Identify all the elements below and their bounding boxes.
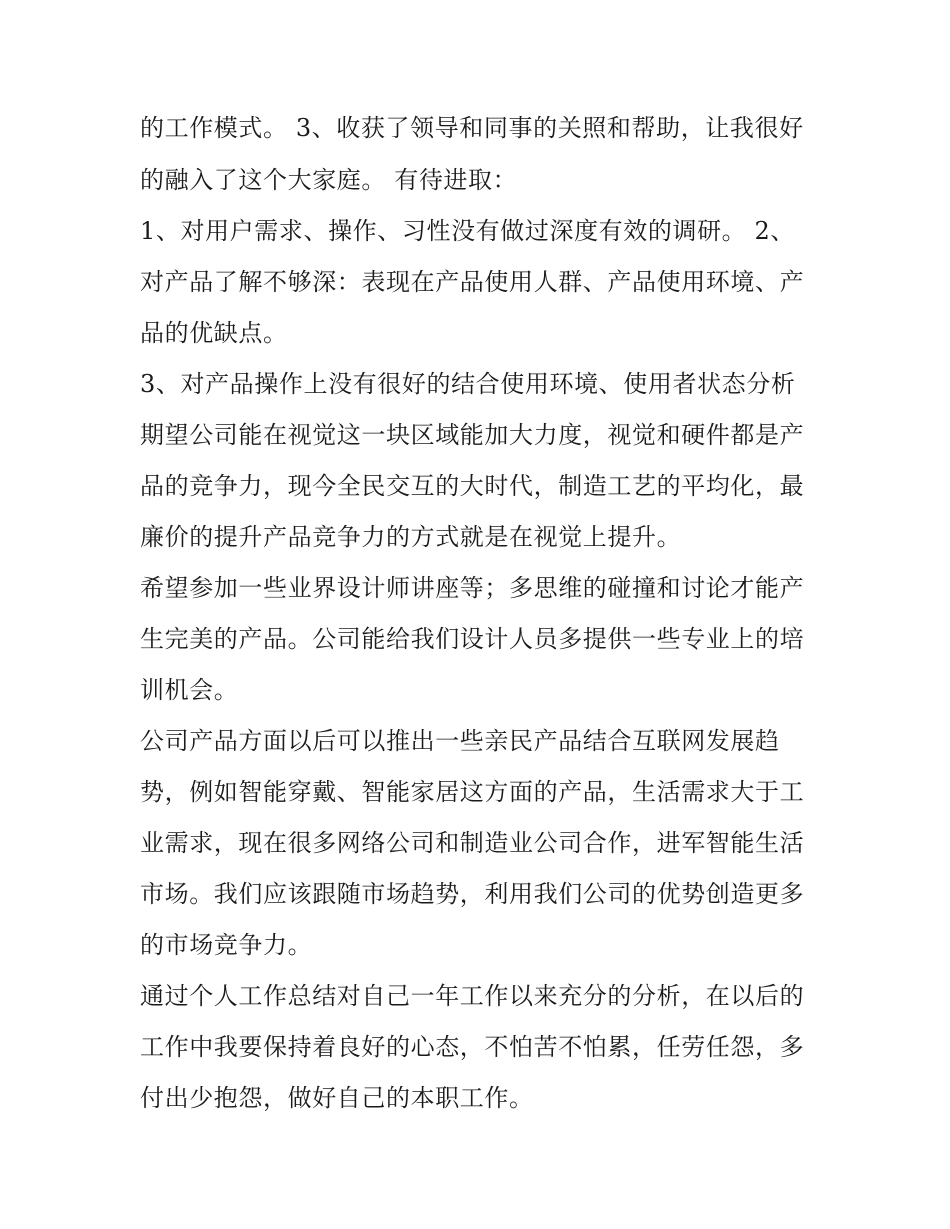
text-line: 生完美的产品。公司能给我们设计人员多提供一些专业上的培 <box>140 625 805 653</box>
text-line: 付出少抱怨，做好自己的本职工作。 <box>140 1084 534 1112</box>
text-line: 工作中我要保持着良好的心态，不怕苦不怕累，任劳任怨，多 <box>140 1033 805 1061</box>
text-line: 品的优缺点。 <box>140 319 288 347</box>
text-line: 对产品了解不够深：表现在产品使用人群、产品使用环境、产 <box>140 268 805 296</box>
text-line: 市场。我们应该跟随市场趋势，利用我们公司的优势创造更多 <box>140 880 805 908</box>
text-line: 公司产品方面以后可以推出一些亲民产品结合互联网发展趋 <box>140 727 780 755</box>
text-line: 势，例如智能穿戴、智能家居这方面的产品，生活需求大于工 <box>140 778 805 806</box>
text-line: 训机会。 <box>140 676 239 704</box>
text-line: 廉价的提升产品竞争力的方式就是在视觉上提升。 <box>140 523 682 551</box>
text-line: 的市场竞争力。 <box>140 931 313 959</box>
text-line: 通过个人工作总结对自己一年工作以来充分的分析，在以后的 <box>140 982 805 1010</box>
text-line: 品的竞争力，现今全民交互的大时代，制造工艺的平均化，最 <box>140 472 805 500</box>
text-line: 1、对用户需求、操作、习性没有做过深度有效的调研。 2、 <box>140 217 795 245</box>
text-line: 期望公司能在视觉这一块区域能加大力度，视觉和硬件都是产 <box>140 421 805 449</box>
text-line: 的融入了这个大家庭。 有待进取： <box>140 166 518 194</box>
text-line: 3、对产品操作上没有很好的结合使用环境、使用者状态分析 <box>140 370 796 398</box>
text-line: 的工作模式。 3、收获了领导和同事的关照和帮助，让我很好 <box>140 114 804 142</box>
text-line: 业需求，现在很多网络公司和制造业公司合作，进军智能生活 <box>140 829 805 857</box>
text-line: 希望参加一些业界设计师讲座等；多思维的碰撞和讨论才能产 <box>140 574 805 602</box>
